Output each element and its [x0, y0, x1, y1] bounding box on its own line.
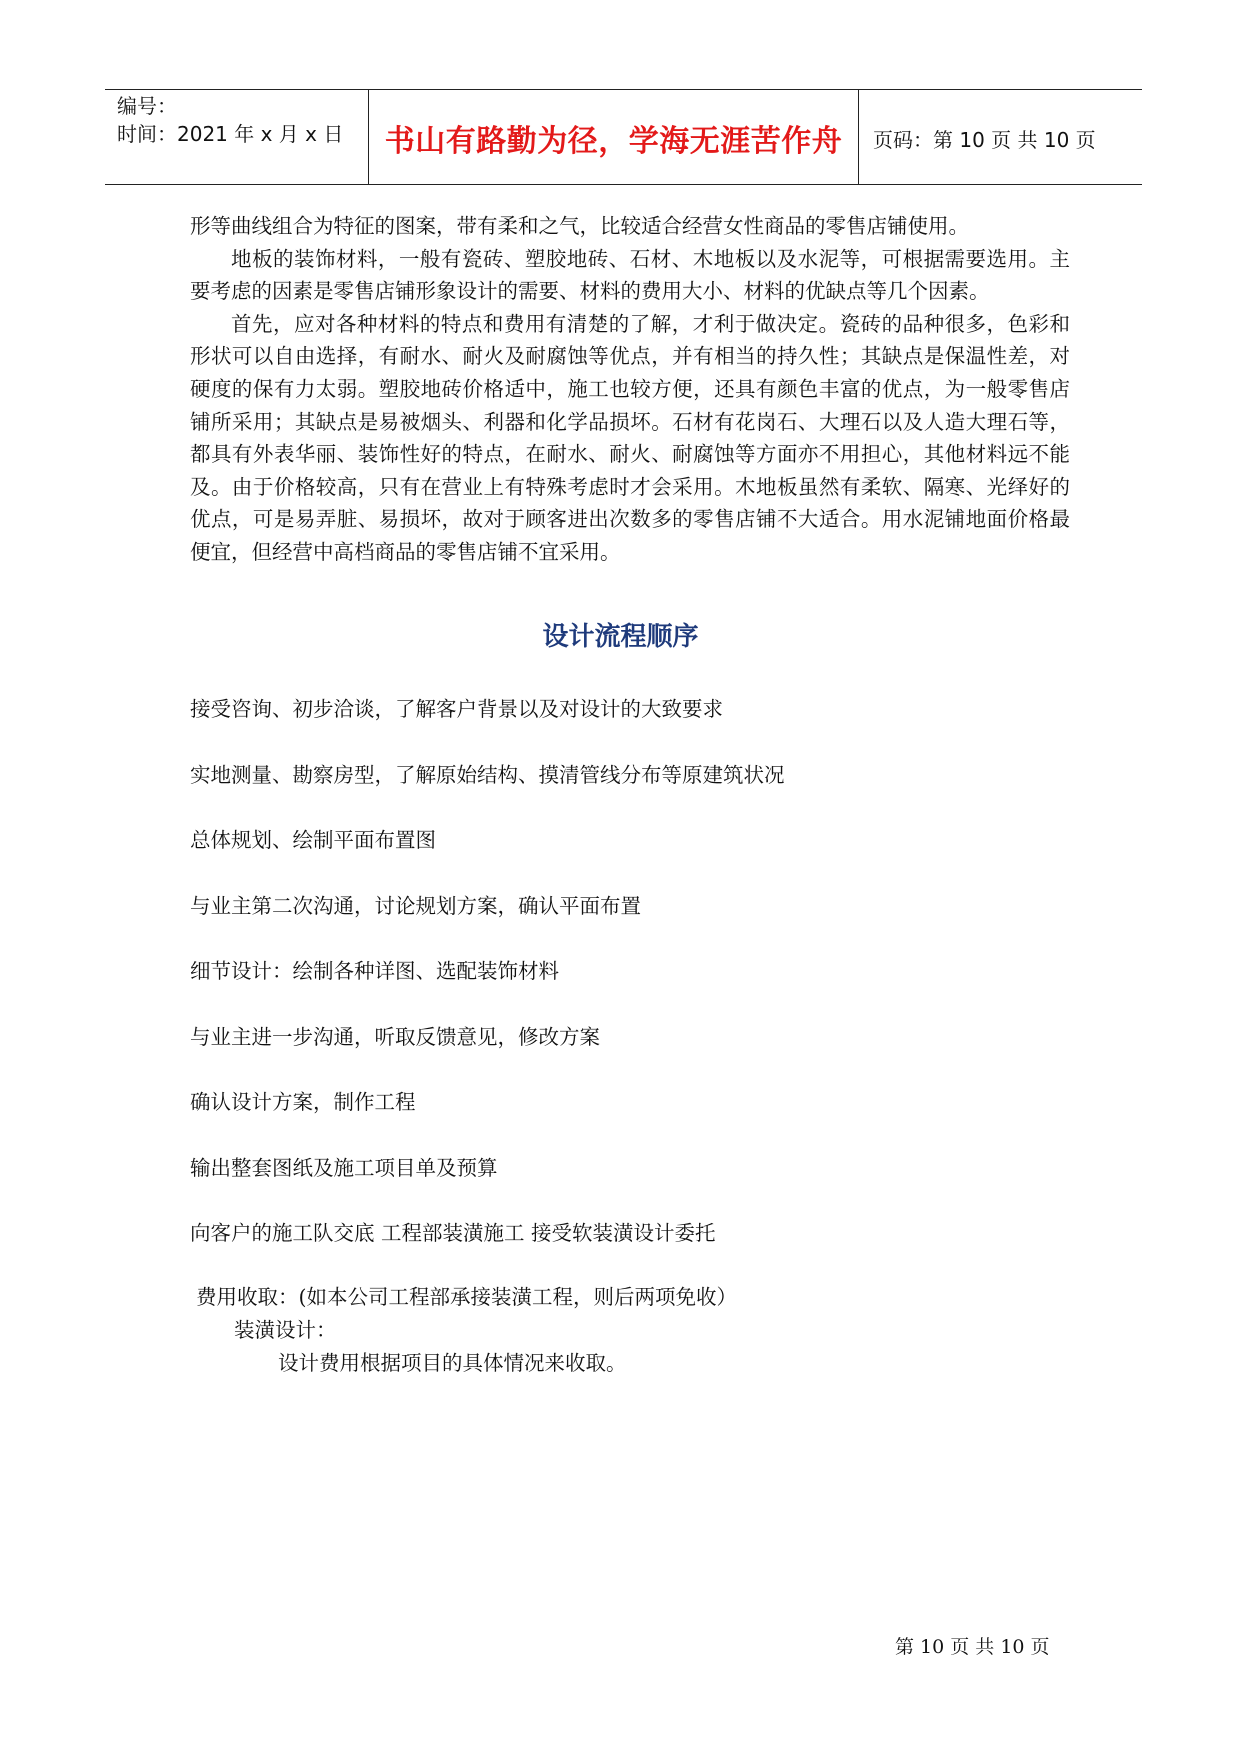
body-text — [190, 210, 1070, 569]
header-divider — [858, 90, 859, 184]
process-step: 细节设计：绘制各种详图、选配装饰材料 — [190, 959, 559, 983]
fees-heading: 费用收取：(如本公司工程部承接装潢工程，则后两项免收） — [196, 1285, 737, 1309]
paragraph: 首先，应对各种材料的特点和费用有清楚的了解，才利于做决定。瓷砖的品种很多，色彩和形状可以自由选择，有耐水、耐火及耐腐蚀等优点，并有相当的持久性；其缺点是保温性差，对硬度的保有力太弱。塑胶地砖价格适中，施工也较方便，还具有颜色丰富的优点，为一般零售店铺所采用；其缺点是易被烟头、利器和化学品损坏。石材有花岗石、大理石以及人造大理石等，都具有外表华丽、装饰性好的特点，在耐水、耐火、耐腐蚀等方面亦不用担心，其他材料远不能及。由于价格较高，只有在营业上有特殊考虑时才会采用。木地板虽然有柔软、隔寒、光绎好的优点，可是易弄脏、易损坏，故对于顾客进出次数多的零售店铺不大适合。用水泥铺地面价格最便宜，但经营中高档商品的零售店铺不宜采用。 — [190, 311, 1070, 564]
process-step: 向客户的施工队交底 工程部装潢施工 接受软装潢设计委托 — [190, 1221, 716, 1245]
section-title: 设计流程顺序 — [542, 622, 699, 652]
process-step: 总体规划、绘制平面布置图 — [190, 828, 436, 852]
paragraph: 形等曲线组合为特征的图案，带有柔和之气，比较适合经营女性商品的零售店铺使用。 — [190, 214, 969, 238]
process-step: 接受咨询、初步洽谈，了解客户背景以及对设计的大致要求 — [190, 697, 723, 721]
header-page-info: 页码：第 10 页 共 10 页 — [873, 128, 1096, 152]
process-step: 与业主第二次沟通，讨论规划方案，确认平面布置 — [190, 893, 641, 918]
header-meta — [117, 92, 343, 148]
process-step: 实地测量、勘察房型，了解原始结构、摸清管线分布等原建筑状况 — [190, 762, 785, 787]
page-header — [105, 89, 1142, 185]
header-motto: 书山有路勤为径，学海无涯苦作舟 — [384, 124, 843, 159]
process-step: 确认设计方案，制作工程 — [190, 1090, 416, 1114]
time-label: 时间：2021 年 x 月 x 日 — [117, 122, 344, 146]
fees-detail: 设计费用根据项目的具体情况来收取。 — [278, 1351, 627, 1375]
paragraph: 地板的装饰材料，一般有瓷砖、塑胶地砖、石材、木地板以及水泥等，可根据需要选用。主要考虑的因素是零售店铺形象设计的需要、材料的费用大小、材料的优缺点等几个因素。 — [190, 246, 1070, 304]
fees-subheading: 装潢设计： — [234, 1318, 337, 1342]
process-step: 输出整套图纸及施工项目单及预算 — [190, 1155, 498, 1180]
process-steps — [190, 696, 785, 1286]
number-label: 编号： — [117, 94, 177, 118]
fees-section — [196, 1281, 737, 1380]
page-footer: 第 10 页 共 10 页 — [895, 1636, 1050, 1658]
process-step: 与业主进一步沟通，听取反馈意见，修改方案 — [190, 1024, 600, 1049]
